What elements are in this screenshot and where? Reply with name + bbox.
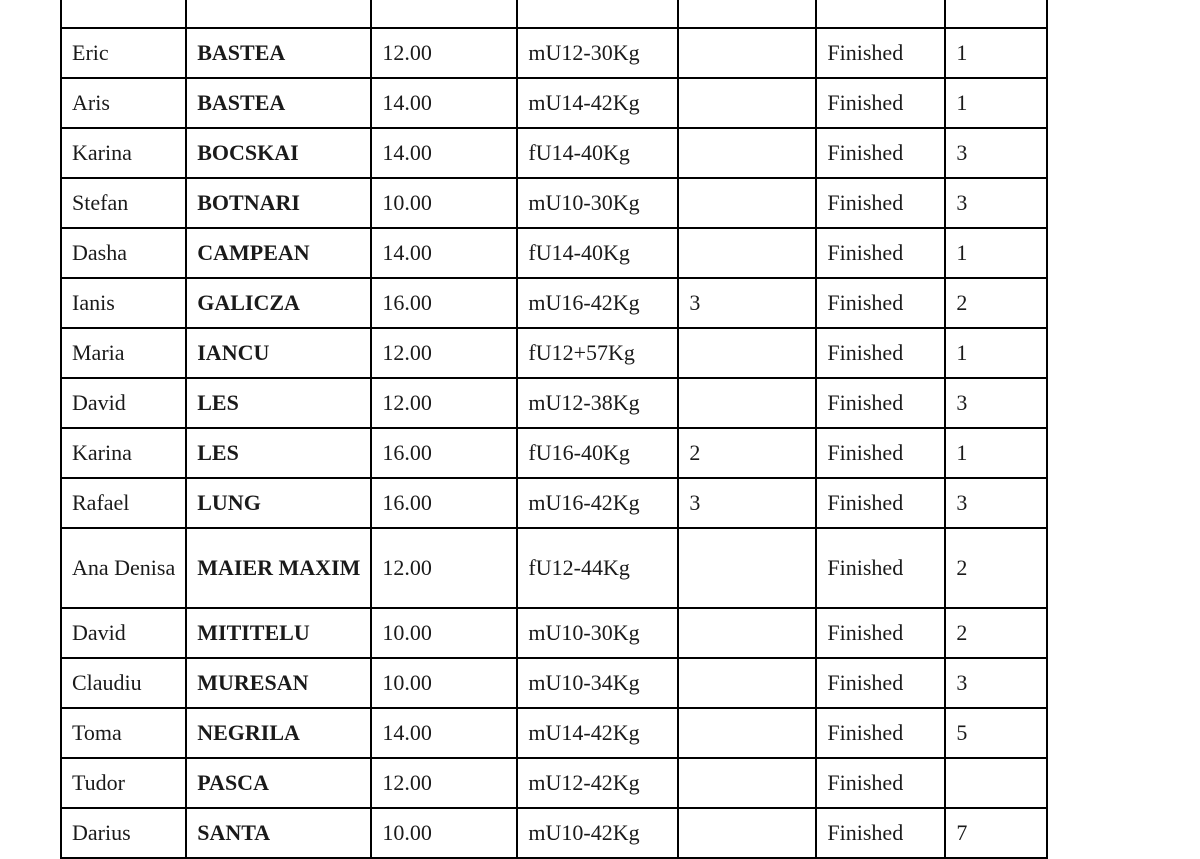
table-row: [61, 528, 1047, 608]
first-name-cell: Karina: [61, 128, 186, 178]
place-cell: 3: [945, 658, 1047, 708]
table-row: [61, 378, 1047, 428]
age-cell: 14.00: [371, 708, 517, 758]
extra-cell: [678, 328, 816, 378]
table-row: [61, 658, 1047, 708]
status-cell: Finished: [816, 478, 945, 528]
age-cell: 10.00: [371, 608, 517, 658]
extra-cell: [678, 378, 816, 428]
table-row: [61, 178, 1047, 228]
last-name-cell: LES: [186, 428, 371, 478]
status-cell: Finished: [816, 758, 945, 808]
category-cell: mU10-30Kg: [517, 178, 678, 228]
table-row: [61, 808, 1047, 858]
first-name-cell: Darius: [61, 808, 186, 858]
extra-cell: [678, 0, 816, 28]
age-cell: 14.00: [371, 228, 517, 278]
extra-cell: [678, 228, 816, 278]
last-name-cell: PASCA: [186, 758, 371, 808]
place-cell: 3: [945, 178, 1047, 228]
last-name-cell: BOCSKAI: [186, 128, 371, 178]
status-cell: Finished: [816, 128, 945, 178]
last-name-cell: [186, 0, 371, 28]
age-cell: 16.00: [371, 278, 517, 328]
place-cell: 3: [945, 478, 1047, 528]
status-cell: Finished: [816, 78, 945, 128]
category-cell: fU16-40Kg: [517, 428, 678, 478]
extra-cell: 3: [678, 278, 816, 328]
first-name-cell: Karina: [61, 428, 186, 478]
status-cell: Finished: [816, 228, 945, 278]
age-cell: [371, 0, 517, 28]
extra-cell: [678, 528, 816, 608]
category-cell: mU12-38Kg: [517, 378, 678, 428]
place-cell: 7: [945, 808, 1047, 858]
table-row: [61, 228, 1047, 278]
first-name-cell: Dasha: [61, 228, 186, 278]
extra-cell: [678, 608, 816, 658]
category-cell: fU12-44Kg: [517, 528, 678, 608]
first-name-cell: David: [61, 378, 186, 428]
place-cell: 1: [945, 28, 1047, 78]
age-cell: 16.00: [371, 428, 517, 478]
extra-cell: [678, 808, 816, 858]
table-row: [61, 328, 1047, 378]
last-name-cell: SANTA: [186, 808, 371, 858]
place-cell: 1: [945, 428, 1047, 478]
age-cell: 14.00: [371, 78, 517, 128]
status-cell: Finished: [816, 658, 945, 708]
extra-cell: [678, 78, 816, 128]
table-row: [61, 608, 1047, 658]
table-row: [61, 428, 1047, 478]
status-cell: Finished: [816, 528, 945, 608]
place-cell: 2: [945, 608, 1047, 658]
age-cell: 10.00: [371, 658, 517, 708]
last-name-cell: MAIER MAXIM: [186, 528, 371, 608]
results-table-body: [61, 0, 1047, 858]
age-cell: 10.00: [371, 808, 517, 858]
last-name-cell: LES: [186, 378, 371, 428]
category-cell: mU10-30Kg: [517, 608, 678, 658]
last-name-cell: CAMPEAN: [186, 228, 371, 278]
extra-cell: [678, 758, 816, 808]
status-cell: Finished: [816, 178, 945, 228]
extra-cell: [678, 658, 816, 708]
last-name-cell: MURESAN: [186, 658, 371, 708]
table-row: [61, 708, 1047, 758]
place-cell: 2: [945, 528, 1047, 608]
first-name-cell: Claudiu: [61, 658, 186, 708]
table-row: [61, 78, 1047, 128]
first-name-cell: Toma: [61, 708, 186, 758]
last-name-cell: MITITELU: [186, 608, 371, 658]
extra-cell: 2: [678, 428, 816, 478]
status-cell: Finished: [816, 378, 945, 428]
extra-cell: 3: [678, 478, 816, 528]
category-cell: mU16-42Kg: [517, 478, 678, 528]
table-row: [61, 0, 1047, 28]
category-cell: fU14-40Kg: [517, 128, 678, 178]
place-cell: 1: [945, 228, 1047, 278]
first-name-cell: [61, 0, 186, 28]
table-row: [61, 128, 1047, 178]
category-cell: mU10-34Kg: [517, 658, 678, 708]
status-cell: Finished: [816, 278, 945, 328]
first-name-cell: Ianis: [61, 278, 186, 328]
extra-cell: [678, 28, 816, 78]
last-name-cell: BOTNARI: [186, 178, 371, 228]
category-cell: [517, 0, 678, 28]
extra-cell: [678, 708, 816, 758]
status-cell: Finished: [816, 328, 945, 378]
place-cell: 3: [945, 378, 1047, 428]
status-cell: Finished: [816, 808, 945, 858]
first-name-cell: Maria: [61, 328, 186, 378]
category-cell: mU12-30Kg: [517, 28, 678, 78]
place-cell: 3: [945, 128, 1047, 178]
age-cell: 12.00: [371, 758, 517, 808]
first-name-cell: Aris: [61, 78, 186, 128]
age-cell: 12.00: [371, 378, 517, 428]
last-name-cell: BASTEA: [186, 28, 371, 78]
table-row: [61, 28, 1047, 78]
status-cell: Finished: [816, 28, 945, 78]
table-row: [61, 758, 1047, 808]
category-cell: mU16-42Kg: [517, 278, 678, 328]
first-name-cell: Tudor: [61, 758, 186, 808]
age-cell: 12.00: [371, 28, 517, 78]
category-cell: fU14-40Kg: [517, 228, 678, 278]
table-row: [61, 478, 1047, 528]
status-cell: Finished: [816, 708, 945, 758]
first-name-cell: Rafael: [61, 478, 186, 528]
first-name-cell: Ana Denisa: [61, 528, 186, 608]
place-cell: 5: [945, 708, 1047, 758]
category-cell: mU10-42Kg: [517, 808, 678, 858]
status-cell: Finished: [816, 608, 945, 658]
place-cell: 1: [945, 328, 1047, 378]
table-row: [61, 278, 1047, 328]
status-cell: [816, 0, 945, 28]
results-table: [60, 0, 1048, 859]
last-name-cell: NEGRILA: [186, 708, 371, 758]
last-name-cell: LUNG: [186, 478, 371, 528]
place-cell: [945, 758, 1047, 808]
extra-cell: [678, 178, 816, 228]
age-cell: 14.00: [371, 128, 517, 178]
first-name-cell: David: [61, 608, 186, 658]
last-name-cell: BASTEA: [186, 78, 371, 128]
extra-cell: [678, 128, 816, 178]
last-name-cell: GALICZA: [186, 278, 371, 328]
last-name-cell: IANCU: [186, 328, 371, 378]
place-cell: 2: [945, 278, 1047, 328]
first-name-cell: Stefan: [61, 178, 186, 228]
age-cell: 10.00: [371, 178, 517, 228]
place-cell: 1: [945, 78, 1047, 128]
place-cell: [945, 0, 1047, 28]
age-cell: 12.00: [371, 528, 517, 608]
age-cell: 16.00: [371, 478, 517, 528]
status-cell: Finished: [816, 428, 945, 478]
age-cell: 12.00: [371, 328, 517, 378]
first-name-cell: Eric: [61, 28, 186, 78]
category-cell: mU14-42Kg: [517, 708, 678, 758]
category-cell: mU12-42Kg: [517, 758, 678, 808]
category-cell: fU12+57Kg: [517, 328, 678, 378]
category-cell: mU14-42Kg: [517, 78, 678, 128]
